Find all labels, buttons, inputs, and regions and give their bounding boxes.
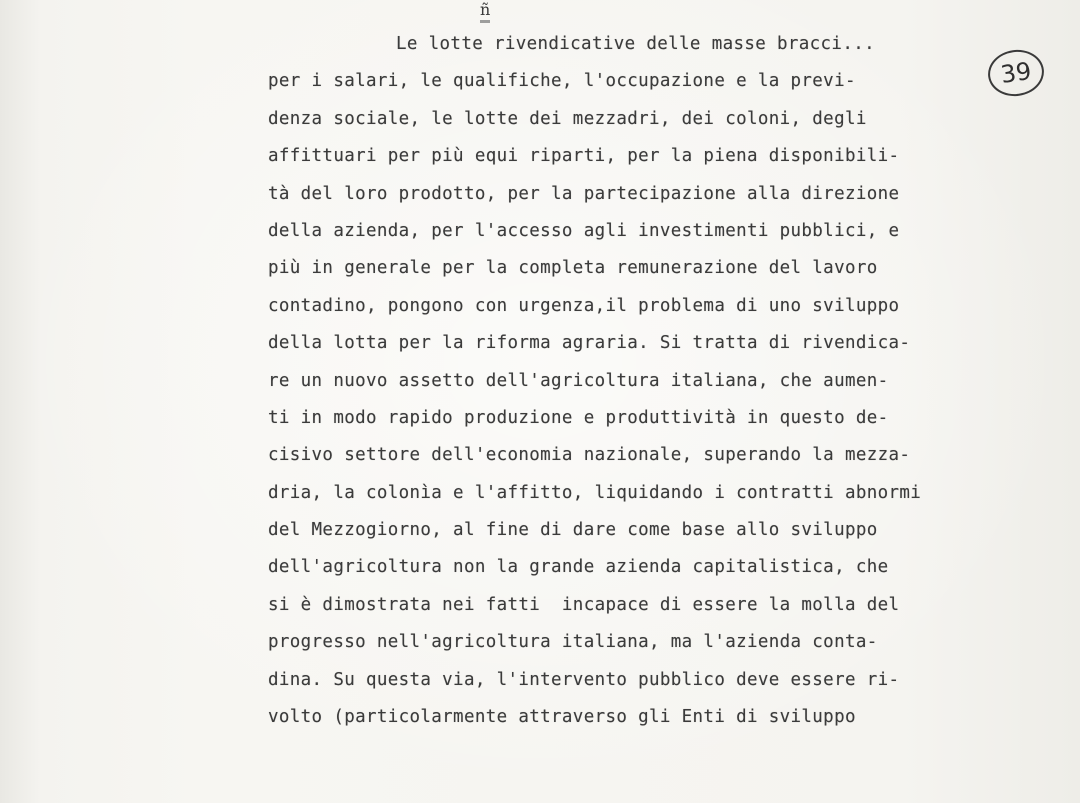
- text-line: volto (particolarmente attraverso gli Enti di sviluppo: [268, 707, 856, 728]
- text-line: per i salari, le qualifiche, l'occupazione e la previ-: [268, 71, 856, 92]
- text-line: dell'agricoltura non la grande azienda capitalistica, che: [268, 557, 889, 578]
- text-line: tà del loro prodotto, per la partecipazione alla direzione: [268, 183, 900, 204]
- typed-text-body: [268, 30, 1048, 740]
- text-line: denza sociale, le lotte dei mezzadri, dei coloni, degli: [268, 108, 867, 129]
- text-line: più in generale per la completa remunerazione del lavoro: [268, 258, 878, 279]
- text-line: del Mezzogiorno, al fine di dare come base allo sviluppo: [268, 520, 878, 541]
- page-number-circled: 39: [985, 46, 1047, 99]
- text-line: cisivo settore dell'economia nazionale, superando la mezza-: [268, 445, 911, 466]
- text-line: della lotta per la riforma agraria. Si tratta di rivendica-: [268, 333, 911, 354]
- text-line: si è dimostrata nei fatti incapace di essere la molla del: [268, 594, 900, 615]
- text-line: Le lotte rivendicative delle masse bracci...: [396, 34, 875, 54]
- text-line: dria, la colonìa e l'affitto, liquidando i contratti abnormi: [268, 482, 922, 503]
- text-line: ti in modo rapido produzione e produttività in questo de-: [268, 407, 889, 428]
- text-line: dina. Su questa via, l'intervento pubblico deve essere ri-: [268, 669, 900, 690]
- text-line: della azienda, per l'accesso agli investimenti pubblici, e: [268, 220, 900, 241]
- text-line: re un nuovo assetto dell'agricoltura italiana, che aumen-: [268, 370, 889, 391]
- text-line: progresso nell'agricoltura italiana, ma l'azienda conta-: [268, 632, 878, 653]
- top-page-mark: ñ: [480, 0, 491, 19]
- text-line: affittuari per più equi riparti, per la piena disponibili-: [268, 146, 900, 167]
- text-line: contadino, pongono con urgenza,il problema di uno sviluppo: [268, 295, 900, 316]
